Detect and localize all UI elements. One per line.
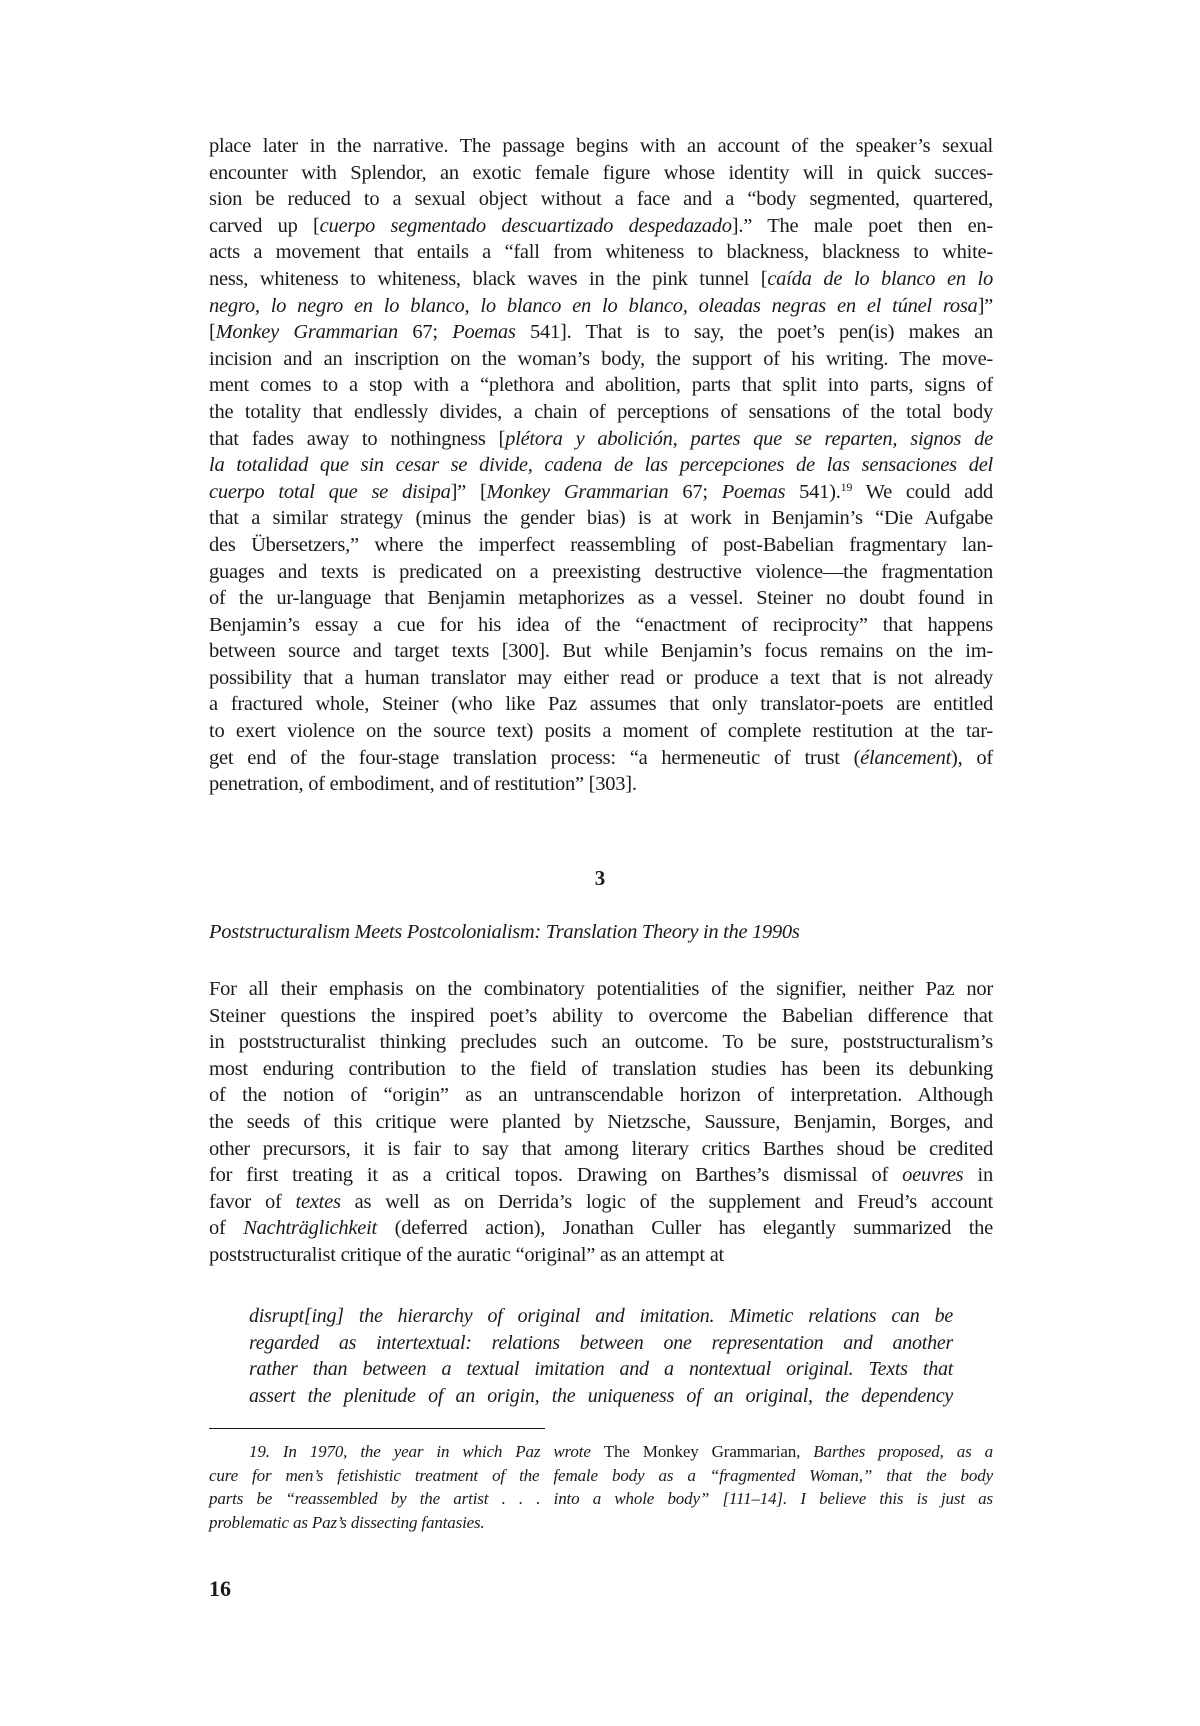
text-span: 19. In 1970, the year in which Paz wrote	[249, 1442, 604, 1461]
text-span: 541).	[785, 480, 841, 503]
footnote-reference[interactable]: 19	[840, 479, 853, 494]
text-line	[209, 266, 993, 293]
quote-line: rather than between a textual imitation and a nontextual original. Texts that	[249, 1358, 953, 1381]
text-line: incision and an inscription on the woman’s body, the support of his writing. The move-	[209, 347, 993, 370]
text-span: 541]. That is to say, the poet’s pen(is) makes an	[515, 321, 993, 344]
text-line	[209, 1162, 993, 1189]
text-span: [	[209, 321, 216, 344]
text-line: of the notion of “origin” as an untranscendable horizon of interpretation. Although	[209, 1084, 993, 1107]
text-line	[209, 426, 993, 453]
text-line: penetration, of embodiment, and of restitution” [303].	[209, 773, 637, 796]
text-line	[209, 1215, 993, 1242]
text-line	[209, 452, 993, 479]
text-line: guages and texts is predicated on a preexisting destructive violence—the fragmentation	[209, 560, 993, 583]
text-span: as well as on Derrida’s logic of the supplement and Freud’s account	[340, 1190, 993, 1213]
text-span: 67;	[397, 321, 453, 344]
text-line: most enduring contribution to the field of translation studies has been its debunking	[209, 1057, 993, 1080]
footnote-line: problematic as Paz’s dissecting fantasies.	[209, 1512, 485, 1532]
text-span: of	[209, 1217, 244, 1240]
block-quote	[249, 1303, 953, 1409]
text-line: a fractured whole, Steiner (who like Paz assumes that only translator-poets are entitled	[209, 693, 993, 716]
italic-span: textes	[295, 1190, 341, 1213]
footnote-line	[209, 1440, 993, 1464]
quote-line: regarded as intertextual: relations between one representation and another	[249, 1331, 953, 1354]
text-line: the totality that endlessly divides, a chain of perceptions of sensations of the total body	[209, 400, 993, 423]
body-paragraph-1	[209, 133, 993, 798]
italic-span: oeuvres	[902, 1164, 964, 1187]
footnote-line: parts be “reassembled by the artist . . . into a whole body” [111–14]. I believe this is just as	[209, 1489, 993, 1508]
text-line: possibility that a human translator may either read or produce a text that is not already	[209, 666, 993, 689]
text-span: carved up [	[209, 214, 320, 237]
footnote-19	[209, 1440, 993, 1534]
text-span: ), of	[951, 746, 993, 769]
text-line: in poststructuralist thinking precludes such an outcome. To be sure, poststructuralism’s	[209, 1031, 993, 1054]
text-line: Steiner questions the inspired poet’s ability to overcome the Babelian difference that	[209, 1004, 993, 1027]
italic-span: plétora y abolición, partes que se reparten, signos de	[505, 427, 993, 450]
text-line: of the ur-language that Benjamin metaphorizes as a vessel. Steiner no doubt found in	[209, 587, 993, 610]
section-number: 3	[594, 866, 606, 890]
text-line: the seeds of this critique were planted by Nietzsche, Saussure, Benjamin, Borges, and	[209, 1110, 993, 1133]
footnote-line: cure for men’s fetishistic treatment of the female body as a “fragmented Woman,” that the body	[209, 1465, 993, 1485]
text-span: 67;	[668, 480, 722, 503]
text-line	[209, 1189, 993, 1216]
italic-span: cuerpo segmentado descuartizado despedazado	[319, 214, 732, 237]
italic-span: cuerpo total que se disipa	[209, 480, 451, 503]
italic-span: caída de lo blanco en lo	[767, 267, 994, 290]
text-span: (deferred action), Jonathan Culler has elegantly summarized the	[377, 1217, 994, 1240]
text-line: acts a movement that entails a “fall from whiteness to blackness, blackness to white-	[209, 241, 993, 264]
italic-span: Monkey Grammarian	[215, 321, 398, 344]
text-line: place later in the narrative. The passage begins with an account of the speaker’s sexual	[209, 135, 993, 157]
text-line	[209, 213, 993, 240]
text-line	[209, 319, 993, 346]
italic-span: Poemas	[721, 480, 786, 503]
text-span: ]”	[977, 294, 993, 317]
quote-line: disrupt[ing] the hierarchy of original and imitation. Mimetic relations can be	[249, 1305, 953, 1327]
text-line: poststructuralist critique of the auratic “original” as an attempt at	[209, 1243, 724, 1266]
text-line: between source and target texts [300]. But while Benjamin’s focus remains on the im-	[209, 640, 993, 663]
text-line: sion be reduced to a sexual object without a face and a “body segmented, quartered,	[209, 188, 993, 211]
text-line	[209, 745, 993, 772]
italic-span: Poemas	[452, 321, 516, 344]
text-span: ness, whiteness to whiteness, black waves in the pink tunnel [	[209, 267, 768, 290]
text-span: We could add	[852, 480, 993, 503]
section-heading: Poststructuralism Meets Postcolonialism: Translation Theory in the 1990s	[209, 921, 800, 943]
text-line	[209, 293, 993, 320]
text-line: encounter with Splendor, an exotic female figure whose identity will in quick succes-	[209, 161, 993, 184]
text-span: ]” [	[450, 480, 487, 503]
italic-span: la totalidad que sin cesar se divide, cadena de las percepciones de las sensaciones del	[209, 454, 993, 477]
italic-span: negro, lo negro en lo blanco, lo blanco en lo blanco, oleadas negras en el túnel rosa	[209, 294, 978, 317]
text-line: that a similar strategy (minus the gender bias) is at work in Benjamin’s “Die Aufgabe	[209, 507, 993, 530]
text-line: other precursors, it is fair to say that among literary critics Barthes shoud be credited	[209, 1137, 993, 1160]
roman-span: The Monkey Grammarian	[603, 1442, 797, 1461]
text-span: favor of	[209, 1190, 296, 1213]
text-line	[209, 479, 993, 506]
text-line: For all their emphasis on the combinatory potentialities of the signifier, neither Paz nor	[209, 978, 993, 1000]
text-span: that fades away to nothingness [	[209, 427, 506, 450]
text-line: des Übersetzers,” where the imperfect reassembling of post-Babelian fragmentary lan-	[209, 533, 993, 556]
text-span: get end of the four-stage translation process: “a hermeneutic of trust (	[209, 746, 861, 769]
text-span: , Barthes proposed, as a	[796, 1442, 993, 1461]
italic-span: Monkey Grammarian	[486, 480, 669, 503]
text-span: in	[963, 1164, 993, 1187]
page-number: 16	[209, 1576, 231, 1601]
text-line: Benjamin’s essay a cue for his idea of the “enactment of reciprocity” that happens	[209, 613, 993, 636]
text-span: for first treating it as a critical topos. Drawing on Barthes’s dismissal of	[209, 1164, 889, 1187]
italic-span: Nachträglichkeit	[243, 1217, 377, 1240]
quote-line: assert the plenitude of an origin, the uniqueness of an original, the dependency	[249, 1384, 953, 1407]
text-line: ment comes to a stop with a “plethora and abolition, parts that split into parts, signs of	[209, 374, 993, 397]
text-span: ].” The male poet then en-	[731, 214, 994, 237]
footnote-divider	[209, 1428, 545, 1429]
text-line: to exert violence on the source text) posits a moment of complete restitution at the tar-	[209, 720, 993, 743]
body-paragraph-2	[209, 976, 993, 1269]
italic-span: élancement	[860, 746, 952, 769]
